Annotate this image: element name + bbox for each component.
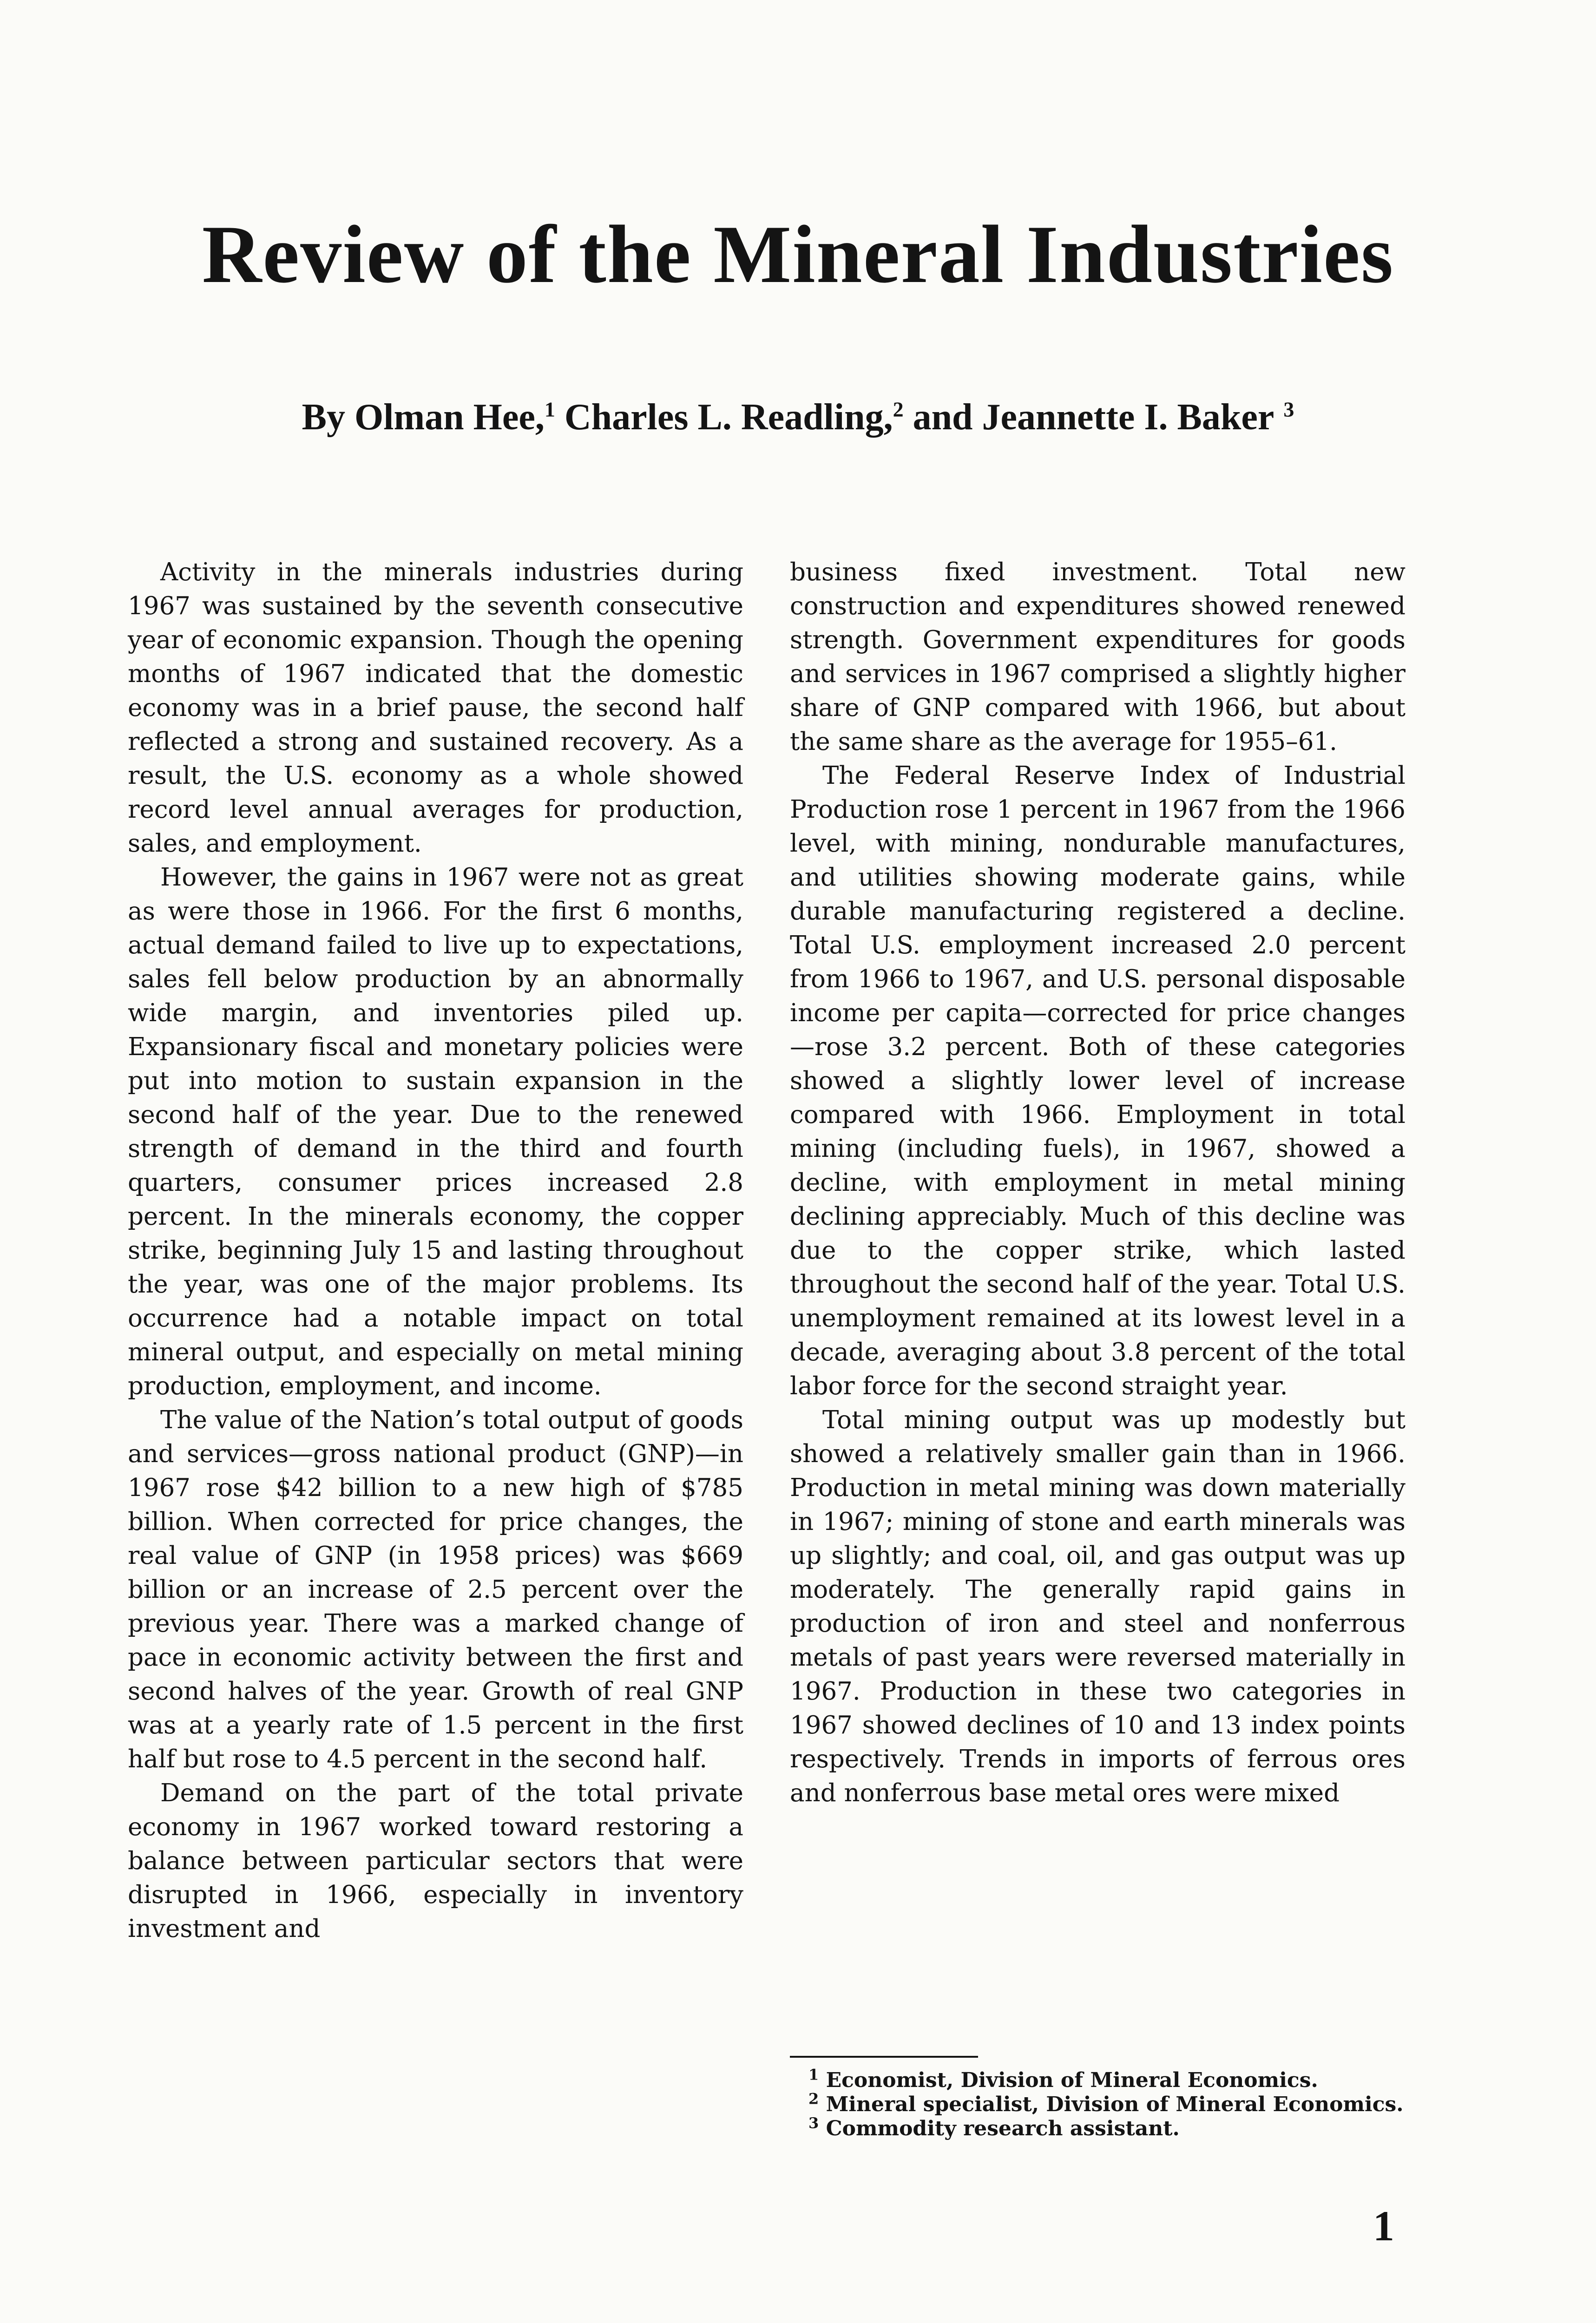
footnote-mark: 1 — [808, 2066, 819, 2084]
page-number: 1 — [1373, 2202, 1394, 2250]
article-title: Review of the Mineral Industries — [202, 208, 1394, 300]
paragraph: The Federal Reserve Index of Industrial Production rose 1 percent in 1967 from the 1966 level, with mining, nondurable manufactures, and utilities showing moderate gains, while durable manufacturing registered a decline. Total U.S. employment increased 2.0 percent from 1966 to 1967, and U.S. personal disposable income per capita—corrected for price changes—rose 3.2 percent. Both of these categories showed a slightly lower level of increase compared with 1966. Employment in total mining (including fuels), in 1967, showed a decline, with employment in metal mining declining appreciably. Much of this decline was due to the copper strike, which lasted throughout the second half of the year. Total U.S. unemployment remained at its lowest level in a decade, averaging about 3.8 percent of the total labor force for the second straight year. — [790, 761, 1406, 1400]
paragraph: The value of the Nation’s total output of goods and services—gross national product (GNP)—in 1967 rose $42 billion to a new high of $785 billion. When corrected for price changes, the real value of GNP (in 1958 prices) was $669 billion or an increase of 2.5 percent over the previous year. There was a marked change of pace in economic activity between the first and second halves of the year. Growth of real GNP was at a yearly rate of 1.5 percent in the first half but rose to 4.5 percent in the second half. — [128, 1406, 743, 1773]
author-name: Olman Hee, — [355, 397, 545, 438]
byline-prefix: By — [302, 397, 346, 438]
author-footnote-mark: 2 — [893, 397, 904, 421]
author-footnote-mark: 1 — [544, 397, 555, 421]
footnote — [790, 2068, 1406, 2093]
author-name: and Jeannette I. Baker — [913, 397, 1274, 438]
paragraph: Demand on the part of the total private economy in 1967 worked toward restoring a balance between particular sectors that were disrupted in 1966, especially in inventory investment and — [128, 1779, 743, 1943]
byline — [0, 395, 1596, 440]
paragraph: However, the gains in 1967 were not as great as were those in 1966. For the first 6 months, actual demand failed to live up to expectations, sales fell below production by an abnormally wide margin, and inventories piled up. Expansionary fiscal and monetary policies were put into motion to sustain expansion in the second half of the year. Due to the renewed strength of demand in the third and fourth quarters, consumer prices increased 2.8 percent. In the minerals economy, the copper strike, beginning July 15 and lasting throughout the year, was one of the major problems. Its occurrence had a notable impact on total mineral output, and especially on metal mining production, employment, and income. — [128, 863, 743, 1400]
left-column — [128, 555, 743, 1946]
author-footnote-mark: 3 — [1283, 397, 1294, 421]
footnote-text: Commodity research assistant. — [826, 2117, 1180, 2140]
paragraph: business fixed investment. Total new construction and expenditures showed renewed strength. Government expenditures for goods and services in 1967 comprised a slightly higher share of GNP compared with 1966, but about the same share as the average for 1955–61. — [790, 558, 1406, 756]
footnotes — [790, 2068, 1406, 2141]
paragraph: Total mining output was up modestly but showed a relatively smaller gain than in 1966. Production in metal mining was down materially in 1967; mining of stone and earth minerals was up slightly; and coal, oil, and gas output was up moderately. The generally rapid gains in production of iron and steel and nonferrous metals of past years were reversed materially in 1967. Production in these two categories in 1967 showed declines of 10 and 13 index points respectively. Trends in imports of ferrous ores and nonferrous base metal ores were mixed — [790, 1406, 1406, 1807]
footnote — [790, 2114, 1406, 2141]
footnote-text: Economist, Division of Mineral Economics. — [826, 2068, 1318, 2092]
right-column — [790, 555, 1406, 1810]
author-name: Charles L. Readling, — [564, 397, 893, 438]
footnote-text: Mineral specialist, Division of Mineral Economics. — [826, 2093, 1404, 2116]
footnote-mark: 3 — [808, 2114, 819, 2132]
footnote-divider — [790, 2056, 978, 2058]
footnote — [790, 2090, 1406, 2117]
footnote-mark: 2 — [808, 2090, 819, 2108]
paragraph: Activity in the minerals industries during 1967 was sustained by the seventh consecutive year of economic expansion. Though the opening months of 1967 indicated that the domestic economy was in a brief pause, the second half reflected a strong and sustained recovery. As a result, the U.S. economy as a whole showed record level annual averages for production, sales, and employment. — [128, 558, 743, 858]
